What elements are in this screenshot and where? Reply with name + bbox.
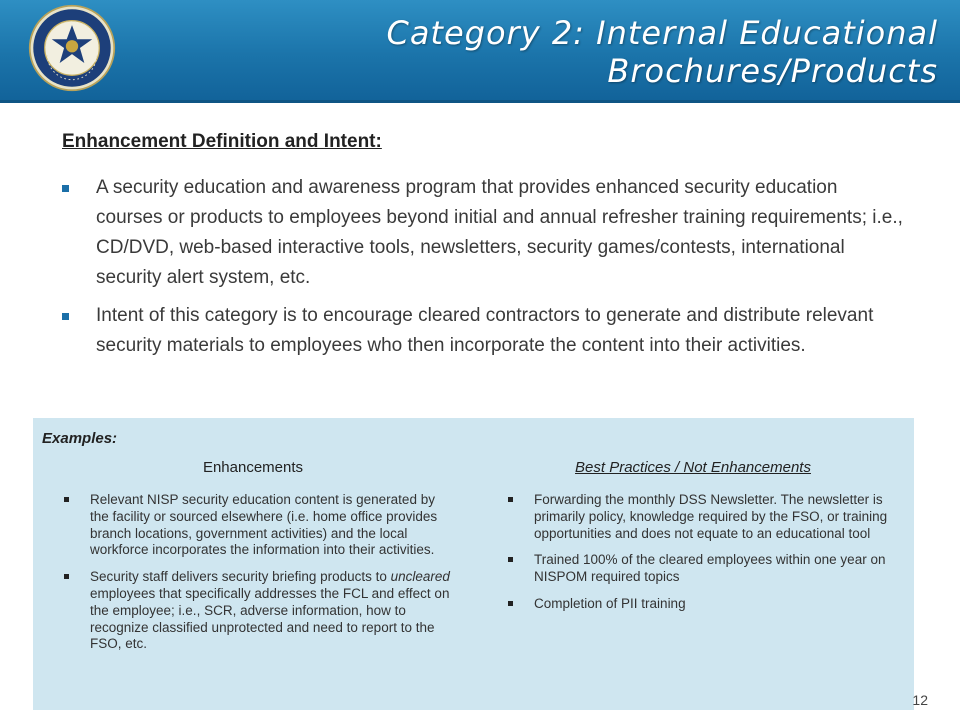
list-item	[61, 492, 451, 559]
best-practices-heading: Best Practices / Not Enhancements	[575, 459, 811, 476]
definition-bullet	[60, 301, 905, 361]
definition-bullet-text: Intent of this category is to encourage cleared contractors to generate and distribute relevant security materials to employees who then incorporate the content into their activities.	[96, 305, 874, 356]
definition-bullet	[60, 173, 905, 293]
square-bullet-icon	[508, 497, 513, 502]
title-line-1: Category 2: Internal Educational	[386, 14, 938, 52]
enhancement-text-post: employees that specifically addresses the FCL and effect on the employee; i.e., SCR, adverse information, how to recognize classified unprotected and need to report to the FSO, etc.	[90, 585, 450, 652]
square-bullet-icon	[508, 601, 513, 606]
list-item	[505, 552, 890, 586]
list-item	[505, 492, 890, 542]
enhancements-list	[61, 492, 451, 663]
square-bullet-icon	[62, 313, 69, 320]
header-banner	[0, 0, 960, 103]
square-bullet-icon	[64, 574, 69, 579]
square-bullet-icon	[62, 185, 69, 192]
best-practice-text: Trained 100% of the cleared employees within one year on NISPOM required topics	[534, 552, 886, 585]
page-number: 12	[912, 692, 928, 708]
list-item	[505, 596, 890, 613]
examples-panel	[33, 418, 914, 710]
list-item	[61, 569, 451, 653]
title-line-2: Brochures/Products	[607, 52, 938, 90]
square-bullet-icon	[508, 557, 513, 562]
enhancement-text-pre: Security staff delivers security briefing products to	[90, 569, 391, 585]
seal-icon	[28, 4, 116, 92]
best-practices-list	[505, 492, 890, 623]
definition-bullet-list	[60, 173, 905, 369]
definition-bullet-text: A security education and awareness program that provides enhanced security education courses or products to employees beyond initial and annual refresher training requirements; i.e., CD/DVD, web-based interactive tools, newsletters, security games/contests, international security alert system, etc.	[96, 177, 903, 288]
enhancement-text: Relevant NISP security education content is generated by the facility or sourced elsewhere (i.e. home office provides branch locations, government activities) and the local workforce incorporates the information into their activities.	[90, 492, 438, 558]
enhancements-heading: Enhancements	[202, 459, 304, 476]
definition-heading: Enhancement Definition and Intent:	[62, 131, 382, 152]
enhancement-text-emphasis: uncleared	[390, 569, 450, 585]
page-title	[298, 14, 938, 90]
square-bullet-icon	[64, 497, 69, 502]
examples-heading: Examples:	[42, 430, 118, 447]
best-practice-text: Forwarding the monthly DSS Newsletter. The newsletter is primarily policy, knowledge required by the FSO, or training opportunities and does not equate to an educational tool	[534, 492, 888, 541]
best-practice-text: Completion of PII training	[534, 595, 686, 611]
